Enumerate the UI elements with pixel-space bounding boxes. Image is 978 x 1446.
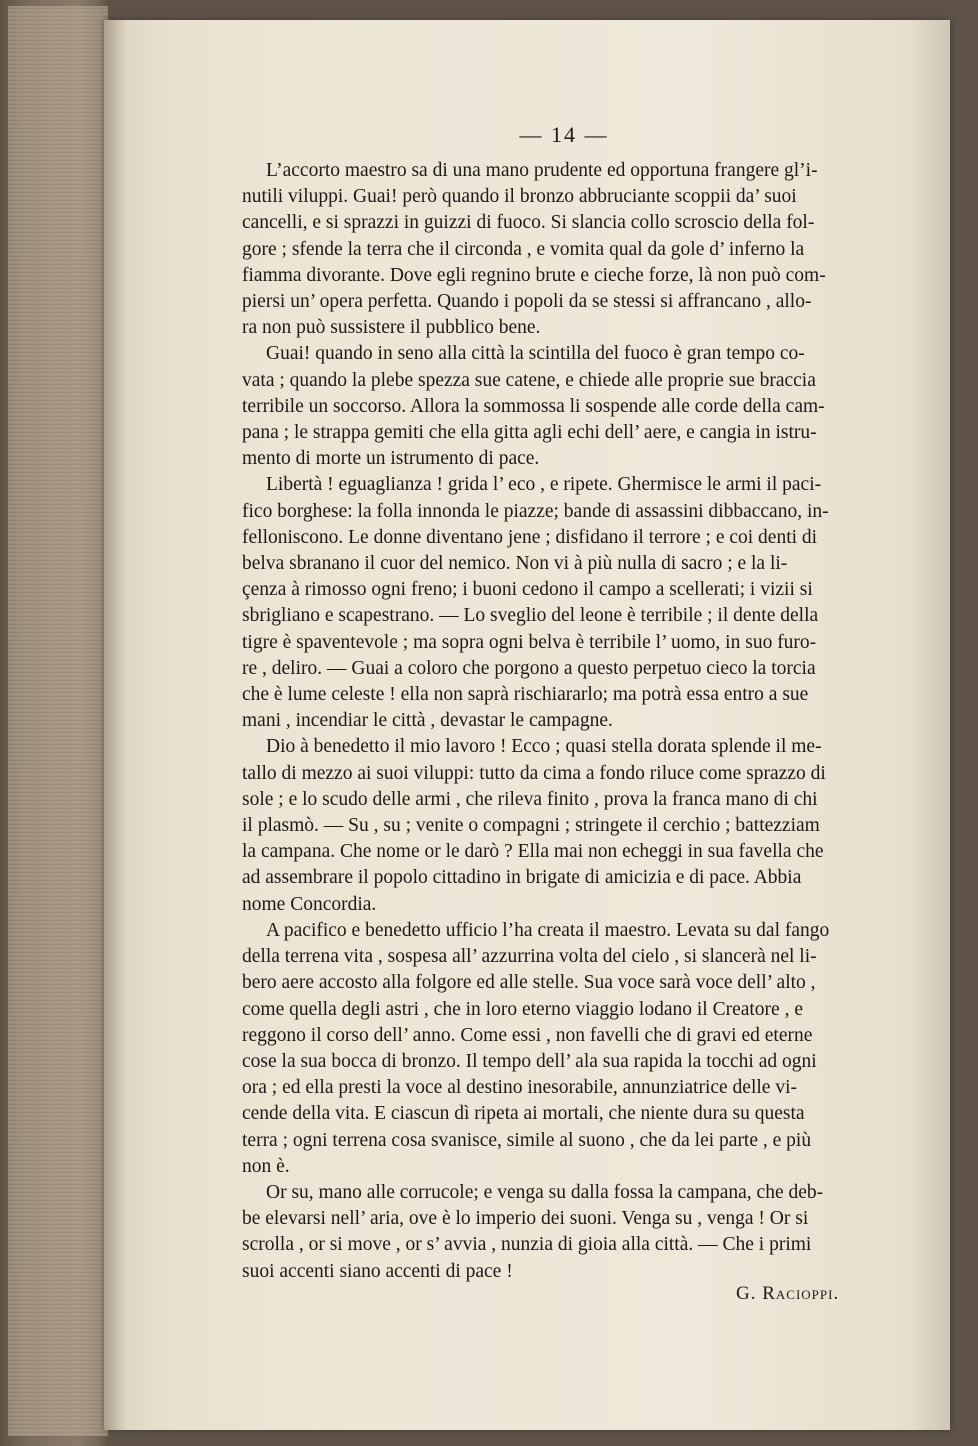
text-line: cose la sua bocca di bronzo. Il tempo dell’ ala sua rapida la tocchi ad ogni (242, 1050, 817, 1072)
text-line: Or su, mano alle corrucole; e venga su dalla fossa la campana, che deb- (266, 1181, 824, 1203)
paragraph (242, 918, 897, 1180)
text-line: vata ; quando la plebe spezza sue catene, e chiede alle proprie sue braccia (242, 369, 816, 391)
text-line: terra ; ogni terrena cosa svanisce, simile al suono , che da lei parte , e più (242, 1129, 812, 1151)
body-text (242, 158, 897, 1285)
text-line: belva sbranano il cuor del nemico. Non vi à più nulla di sacro ; e la li- (242, 553, 788, 575)
text-line: Libertà ! eguaglianza ! grida l’ eco , e ripete. Ghermisce le armi il paci- (266, 474, 822, 496)
text-line: nutili viluppi. Guai! però quando il bronzo abbruciante scoppii da’ suoi (242, 186, 797, 208)
text-line: piersi un’ opera perfetta. Quando i popoli da se stessi si affrancano , allo- (242, 291, 812, 313)
text-line: Dio à benedetto il mio lavoro ! Ecco ; quasi stella dorata splende il me- (266, 736, 822, 758)
paragraph (242, 1180, 897, 1285)
text-line: cancelli, e si sprazzi in guizzi di fuoco. Si slancia collo scroscio della fol- (242, 212, 815, 234)
text-line: reggono il corso dell’ anno. Come essi , non favelli che di gravi ed eterne (242, 1024, 813, 1046)
text-line: gore ; sfende la terra che il circonda , e vomita qual da gole d’ inferno la (242, 238, 805, 260)
text-line: come quella degli astri , che in loro eterno viaggio lodano il Creatore , e (242, 998, 803, 1020)
text-line: sole ; e lo scudo delle armi , che rileva finito , prova la franca mano di chi (242, 788, 818, 810)
text-line: mani , incendiar le città , devastar le campagne. (242, 710, 613, 732)
text-line: terribile un soccorso. Allora la sommossa li sospende alle corde della cam- (242, 395, 825, 417)
paragraph (242, 341, 897, 472)
author-signature: G. Racioppi. (736, 1283, 840, 1304)
text-line: ra non può sussistere il pubblico bene. (242, 317, 541, 339)
paragraph (242, 472, 897, 734)
page-gutter-shadow (104, 20, 126, 1430)
text-line: nome Concordia. (242, 893, 377, 915)
text-line: che è lume celeste ! ella non saprà rischiararlo; ma potrà essa entro a sue (242, 684, 809, 706)
text-line: pana ; le strappa gemiti che ella gitta agli echi dell’ aere, e cangia in istru- (242, 422, 817, 444)
text-line: mento di morte un istrumento di pace. (242, 448, 540, 470)
paragraph (242, 734, 897, 917)
text-line: fiamma divorante. Dove egli regnino brute e cieche forze, là non può com- (242, 264, 826, 286)
text-line: re , deliro. — Guai a coloro che porgono a questo perpetuo cieco la torcia (242, 657, 816, 679)
text-line: scrolla , or si move , or s’ avvia , nunzia di gioia alla città. — Che i primi (242, 1234, 812, 1256)
text-line: ad assembrare il popolo cittadino in brigate di amicizia e di pace. Abbia (242, 867, 802, 889)
text-line: çenza à rimosso ogni freno; i buoni cedono il campo a scellerati; i vizii si (242, 579, 813, 601)
text-line: ora ; ed ella presti la voce al destino inesorabile, annunziatrice delle vi- (242, 1077, 797, 1099)
text-line: il plasmò. — Su , su ; venite o compagni ; stringete il cerchio ; battezziam (242, 815, 820, 837)
text-line: tallo di mezzo ai suoi viluppi: tutto da cima a fondo riluce come sprazzo di (242, 762, 826, 784)
text-line: la campana. Che nome or le darò ? Ella mai non echeggi in sua favella che (242, 841, 824, 863)
text-line: suoi accenti siano accenti di pace ! (242, 1260, 513, 1282)
text-line: Guai! quando in seno alla città la scintilla del fuoco è gran tempo co- (266, 343, 805, 365)
text-line: cende della vita. E ciascun dì ripeta ai mortali, che niente dura su questa (242, 1103, 805, 1125)
text-line: non è. (242, 1155, 290, 1177)
text-line: A pacifico e benedetto ufficio l’ha creata il maestro. Levata su dal fango (266, 919, 830, 941)
text-line: della terrena vita , sospesa all’ azzurrina volta del cielo , si slancerà nel li- (242, 946, 817, 968)
paragraph (242, 158, 897, 341)
book-cover-edge (8, 6, 108, 1436)
text-line: felloniscono. Le donne diventano jene ; disfidano il terrore ; e coi denti di (242, 526, 818, 548)
page-number: — 14 — (519, 122, 609, 147)
page-header (0, 122, 978, 148)
text-line: fico borghese: la folla innonda le piazze; bande di assassini dibbaccano, in- (242, 500, 829, 522)
text-line: be elevarsi nell’ aria, ove è lo imperio dei suoni. Venga su , venga ! Or si (242, 1208, 809, 1230)
text-line: sbrigliano e scapestrano. — Lo sveglio del leone è terribile ; il dente della (242, 605, 819, 627)
text-line: L’accorto maestro sa di una mano prudente ed opportuna frangere gl’i- (266, 160, 818, 181)
text-line: tigre è spaventevole ; ma sopra ogni belva è terribile l’ uomo, in suo furo- (242, 631, 817, 653)
text-line: bero aere accosto alla folgore ed alle stelle. Sua voce sarà voce dell’ alto , (242, 972, 816, 994)
